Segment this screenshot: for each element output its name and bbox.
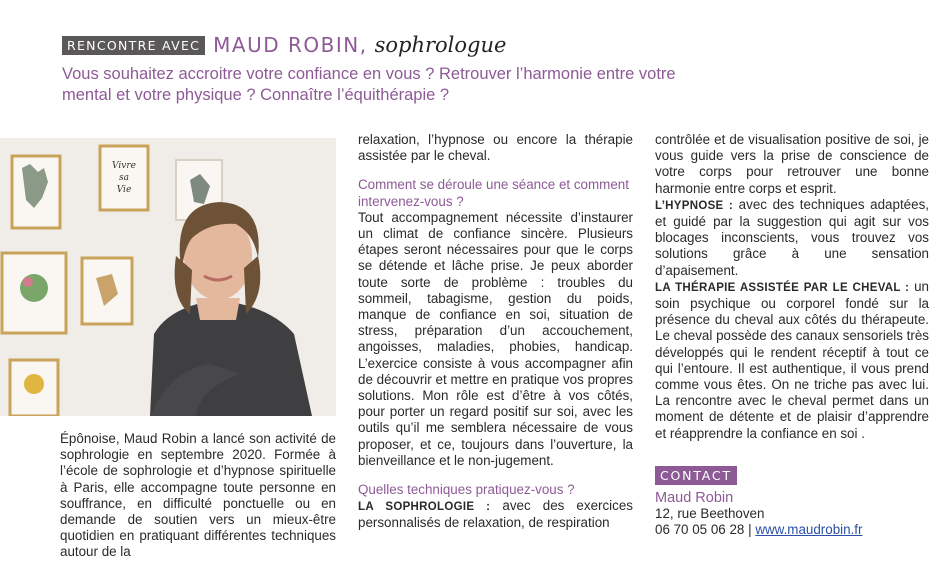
contact-badge: CONTACT (655, 466, 737, 485)
paragraph (655, 197, 929, 279)
person-name: MAUD ROBIN, (213, 33, 368, 57)
paragraph (358, 498, 633, 531)
website-link[interactable]: www.maudrobin.fr (755, 522, 863, 538)
question-heading: Quelles techniques pratiquez-vous ? (358, 482, 575, 498)
technique-text: avec des exercices personnalisés de relaxation, de respiration (358, 498, 633, 531)
technique-text: un soin psychique ou corporel fondé sur la présence du cheval aux côtés du thérapeute. Le cheval possède des canaux sensoriels très développés qui le rendent réceptif à tout ce qui l’entoure. Il est authentique, il vous prend comme vous êtes. On ne triche pas avec lui. La rencontre avec le cheval permet dans un moment de détente et de plaisir d’apprendre et réapprendre la confiance en soi . (655, 278, 929, 441)
svg-text:Vie: Vie (116, 185, 132, 195)
intro-text: Vous souhaitez accroitre votre confiance en vous ? Retrouver l’harmonie entre votre mental et votre physique ? Connaître l’équithérapie ? (62, 65, 676, 104)
technique-text: avec des techniques adaptées, et guidé par la suggestion qui agit sur vos blocages inconscients, vous trouvez vos solutions grâce à une sensation d’apaisement. (655, 196, 929, 278)
technique-label: L’HYPNOSE : (655, 199, 734, 212)
svg-text:sa: sa (119, 173, 129, 183)
technique-label: LA SOPHROLOGIE : (358, 501, 491, 514)
column-1 (60, 431, 336, 574)
paragraph: Épônoise, Maud Robin a lancé son activité de sophrologie en septembre 2020. Formée à l’école de sophrologie et d’hypnose spirituelle à Paris, elle accompagne toute personne en souffrance, en difficulté ponctuelle ou en demande de soutien vers un mieux-être quotidien en pratiquant différentes techniques autour de la (60, 431, 336, 560)
contact-name: Maud Robin (655, 489, 734, 506)
column-2 (358, 132, 633, 574)
paragraph (655, 279, 929, 442)
technique-label: LA THÉRAPIE ASSISTÉE PAR LE CHEVAL : (655, 281, 910, 294)
contact-address: 12, rue Beethoven (655, 506, 765, 522)
paragraph: relaxation, l’hypnose ou encore la thérapie assistée par le cheval. (358, 132, 633, 164)
section-tag: RENCONTRE AVEC (62, 36, 205, 55)
svg-text:Vivre: Vivre (112, 161, 136, 171)
person-role: sophrologue (374, 33, 507, 57)
paragraph: contrôlée et de visualisation positive de soi, je vous guide vers la prise de conscience de votre corps pour retrouver une bonne harmonie entre corps et esprit. (655, 132, 929, 196)
separator: | (748, 522, 752, 538)
article-header (62, 33, 506, 57)
contact-phone: 06 70 05 06 28 (655, 522, 745, 538)
column-3 (655, 132, 929, 574)
question-heading: Comment se déroule une séance et comment intervenez-vous ? (358, 177, 629, 209)
paragraph: Tout accompagnement nécessite d’instaurer un climat de confiance sincère. Plusieurs étapes seront nécessaires pour que le corps se détende et lâche prise. Je peux aborder toute sorte de problème : troubles du sommeil, tabagisme, gestion du poids, manque de confiance en soi, situation de stress, préparation d’un accouchement, angoisses, maladies, phobies, handicap. L’exercice consiste à vous accompagner afin de découvrir et mettre en pratique vos propres solutions. Mon rôle est d’être à vos côtés, pour porter un regard positif sur soi, avec les outils qu’il me semblera nécessaire de vous proposer, et ce, toujours dans l’ouverture, la bienveillance et le non-jugement. (358, 209, 633, 468)
portrait-photo (0, 138, 336, 416)
contact-block (655, 442, 929, 539)
contact-line (655, 522, 929, 538)
